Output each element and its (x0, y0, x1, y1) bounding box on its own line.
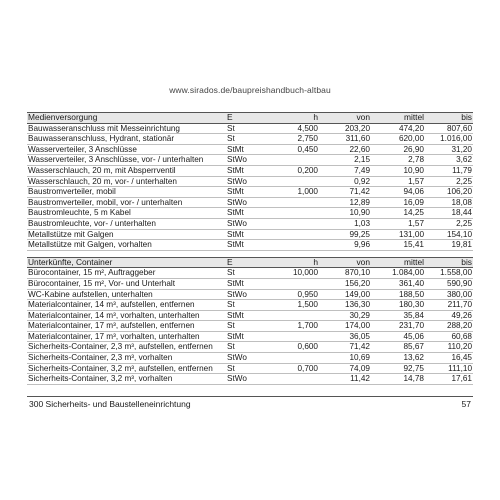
table-cell: 11,79 (425, 165, 473, 176)
header-cell: bis (425, 257, 473, 268)
table-cell: 110,20 (425, 342, 473, 353)
table-cell (267, 208, 319, 219)
table-cell: Baustromleuchte, vor- / unterhalten (27, 218, 223, 229)
table-cell: 288,20 (425, 321, 473, 332)
table-cell: StWo (223, 353, 267, 364)
table-cell: Bauwasseranschluss mit Messeinrichtung (27, 123, 223, 134)
table-cell: StMt (223, 144, 267, 155)
table-cell: 2,25 (425, 218, 473, 229)
table-cell: Baustromverteiler, mobil, vor- / unterhalten (27, 197, 223, 208)
table-cell (267, 197, 319, 208)
table-cell: St (223, 342, 267, 353)
table-cell: 49,26 (425, 310, 473, 321)
header-cell: E (223, 113, 267, 124)
table-cell: 474,20 (371, 123, 425, 134)
table-cell: St (223, 268, 267, 279)
table-cell: 174,00 (319, 321, 371, 332)
table-cell: 0,450 (267, 144, 319, 155)
header-cell: Unterkünfte, Container (27, 257, 223, 268)
table-cell: Baustromleuchte, 5 m Kabel (27, 208, 223, 219)
table-cell: 1,03 (319, 218, 371, 229)
table-cell: 3,62 (425, 155, 473, 166)
table-row (27, 123, 473, 134)
header-cell: h (267, 257, 319, 268)
table-cell: Materialcontainer, 17 m³, aufstellen, entfernen (27, 321, 223, 332)
table-cell: Wasserschlauch, 20 m, vor- / unterhalten (27, 176, 223, 187)
table-cell: 10,90 (371, 165, 425, 176)
table-cell: StWo (223, 289, 267, 300)
table-cell: 1,700 (267, 321, 319, 332)
table-row (27, 176, 473, 187)
table-cell: 2,750 (267, 134, 319, 145)
table-cell: StMt (223, 240, 267, 251)
table-cell: 807,60 (425, 123, 473, 134)
table-cell: 99,25 (319, 229, 371, 240)
table-cell: Materialcontainer, 14 m³, aufstellen, entfernen (27, 300, 223, 311)
table-cell: Bürocontainer, 15 m², Vor- und Unterhalt (27, 278, 223, 289)
table-cell: 31,20 (425, 144, 473, 155)
table-cell: 45,06 (371, 331, 425, 342)
table-cell: 12,89 (319, 197, 371, 208)
table-cell: 154,10 (425, 229, 473, 240)
price-table (27, 112, 473, 385)
table-cell: Wasserverteiler, 3 Anschlüsse, vor- / unterhalten (27, 155, 223, 166)
table-cell: 17,61 (425, 374, 473, 385)
table-row (27, 278, 473, 289)
table-cell (267, 278, 319, 289)
table-row (27, 208, 473, 219)
table-cell: 4,500 (267, 123, 319, 134)
table-cell: 620,00 (371, 134, 425, 145)
table-cell: 14,78 (371, 374, 425, 385)
table-cell: 188,50 (371, 289, 425, 300)
header-cell: bis (425, 113, 473, 124)
table-cell: 361,40 (371, 278, 425, 289)
table-row (27, 229, 473, 240)
table-cell: Bauwasseranschluss, Hydrant, stationär (27, 134, 223, 145)
table-cell: Materialcontainer, 14 m³, vorhalten, unterhalten (27, 310, 223, 321)
table-cell: 10,69 (319, 353, 371, 364)
table-row (27, 155, 473, 166)
table-cell: St (223, 123, 267, 134)
page-number: 57 (461, 399, 471, 409)
table-row (27, 240, 473, 251)
table-row (27, 268, 473, 279)
table-cell: 136,30 (319, 300, 371, 311)
table-cell: 1.016,00 (425, 134, 473, 145)
header-cell: mittel (371, 113, 425, 124)
table-cell (267, 229, 319, 240)
table-cell: 0,92 (319, 176, 371, 187)
table-cell: 380,00 (425, 289, 473, 300)
price-table-body (27, 113, 473, 385)
table-cell: WC-Kabine aufstellen, unterhalten (27, 289, 223, 300)
table-row (27, 300, 473, 311)
table-cell: StMt (223, 165, 267, 176)
table-cell: St (223, 363, 267, 374)
table-row (27, 289, 473, 300)
table-cell: 1,000 (267, 187, 319, 198)
table-cell: Sicherheits-Container, 3,2 m³, vorhalten (27, 374, 223, 385)
table-cell: 106,20 (425, 187, 473, 198)
source-url: www.sirados.de/baupreishandbuch-altbau (169, 85, 331, 95)
table-cell: Sicherheits-Container, 2,3 m³, aufstellen, entfernen (27, 342, 223, 353)
table-cell (267, 176, 319, 187)
table-row (27, 144, 473, 155)
table-cell: 71,42 (319, 342, 371, 353)
table-row (27, 321, 473, 332)
table-cell: 94,06 (371, 187, 425, 198)
table-cell: 0,950 (267, 289, 319, 300)
table-cell (267, 218, 319, 229)
table-cell: StWo (223, 218, 267, 229)
table-cell: 60,68 (425, 331, 473, 342)
table-cell (267, 155, 319, 166)
table-cell: StWo (223, 176, 267, 187)
table-cell: 1,500 (267, 300, 319, 311)
table-cell (267, 331, 319, 342)
table-cell: 7,49 (319, 165, 371, 176)
table-cell: 1,57 (371, 176, 425, 187)
table-cell (267, 240, 319, 251)
table-cell: Wasserschlauch, 20 m, mit Absperrventil (27, 165, 223, 176)
table-cell: 111,10 (425, 363, 473, 374)
table-cell: 149,00 (319, 289, 371, 300)
table-cell: 311,60 (319, 134, 371, 145)
table-cell: Metallstütze mit Galgen (27, 229, 223, 240)
footer-divider (27, 396, 473, 397)
table-cell: 870,10 (319, 268, 371, 279)
table-row (27, 331, 473, 342)
table-cell (267, 374, 319, 385)
table-row (27, 187, 473, 198)
table-cell: Baustromverteiler, mobil (27, 187, 223, 198)
table-cell: 203,20 (319, 123, 371, 134)
table-cell: 2,78 (371, 155, 425, 166)
table-cell: 16,09 (371, 197, 425, 208)
table-cell: 19,81 (425, 240, 473, 251)
table-cell (267, 310, 319, 321)
table-cell: StWo (223, 155, 267, 166)
table-cell: 2,25 (425, 176, 473, 187)
table-cell: St (223, 134, 267, 145)
header-cell: Medienversorgung (27, 113, 223, 124)
table-row (27, 374, 473, 385)
header-cell: h (267, 113, 319, 124)
header-cell: von (319, 257, 371, 268)
table-cell: 35,84 (371, 310, 425, 321)
table-cell: Metallstütze mit Galgen, vorhalten (27, 240, 223, 251)
header-cell: von (319, 113, 371, 124)
table-cell: 11,42 (319, 374, 371, 385)
table-cell: Wasserverteiler, 3 Anschlüsse (27, 144, 223, 155)
header-cell: E (223, 257, 267, 268)
table-cell: 231,70 (371, 321, 425, 332)
table-cell: StMt (223, 310, 267, 321)
table-cell: StMt (223, 229, 267, 240)
table-cell: 14,25 (371, 208, 425, 219)
table-cell: 1.084,00 (371, 268, 425, 279)
section-header-row (27, 257, 473, 268)
table-cell: 0,200 (267, 165, 319, 176)
table-cell: 131,00 (371, 229, 425, 240)
table-cell (267, 353, 319, 364)
table-cell: 0,700 (267, 363, 319, 374)
table-cell: 30,29 (319, 310, 371, 321)
table-cell: StMt (223, 208, 267, 219)
table-cell: 0,600 (267, 342, 319, 353)
table-cell: Sicherheits-Container, 3,2 m³, aufstellen, entfernen (27, 363, 223, 374)
table-cell: 590,90 (425, 278, 473, 289)
table-cell: StMt (223, 278, 267, 289)
table-cell: StMt (223, 187, 267, 198)
table-cell: 1,57 (371, 218, 425, 229)
table-row (27, 353, 473, 364)
table-cell: 2,15 (319, 155, 371, 166)
footer-section-title: 300 Sicherheits- und Baustelleneinrichtung (29, 399, 191, 409)
price-table-page (27, 112, 473, 385)
table-cell: 71,42 (319, 187, 371, 198)
table-cell: StWo (223, 197, 267, 208)
section-header-row (27, 113, 473, 124)
table-row (27, 310, 473, 321)
table-cell: Sicherheits-Container, 2,3 m³, vorhalten (27, 353, 223, 364)
table-cell: 13,62 (371, 353, 425, 364)
table-cell: 10,90 (319, 208, 371, 219)
table-cell: 85,67 (371, 342, 425, 353)
table-cell: 156,20 (319, 278, 371, 289)
table-cell: 15,41 (371, 240, 425, 251)
table-cell: 26,90 (371, 144, 425, 155)
table-cell: 1.558,00 (425, 268, 473, 279)
table-cell: 22,60 (319, 144, 371, 155)
table-row (27, 197, 473, 208)
table-cell: St (223, 321, 267, 332)
table-cell: St (223, 300, 267, 311)
table-row (27, 363, 473, 374)
table-cell: 10,000 (267, 268, 319, 279)
table-cell: 74,09 (319, 363, 371, 374)
section-gap (27, 250, 473, 257)
table-cell: 18,08 (425, 197, 473, 208)
table-cell: Materialcontainer, 17 m³, vorhalten, unterhalten (27, 331, 223, 342)
table-cell: 92,75 (371, 363, 425, 374)
table-cell: 36,05 (319, 331, 371, 342)
header-cell: mittel (371, 257, 425, 268)
table-cell: StMt (223, 331, 267, 342)
table-cell: 211,70 (425, 300, 473, 311)
table-row (27, 342, 473, 353)
table-cell: StWo (223, 374, 267, 385)
table-cell: 180,30 (371, 300, 425, 311)
table-cell: 9,96 (319, 240, 371, 251)
table-row (27, 218, 473, 229)
table-cell: Bürocontainer, 15 m², Auftraggeber (27, 268, 223, 279)
table-row (27, 134, 473, 145)
table-cell: 18,44 (425, 208, 473, 219)
table-cell: 16,45 (425, 353, 473, 364)
table-row (27, 165, 473, 176)
